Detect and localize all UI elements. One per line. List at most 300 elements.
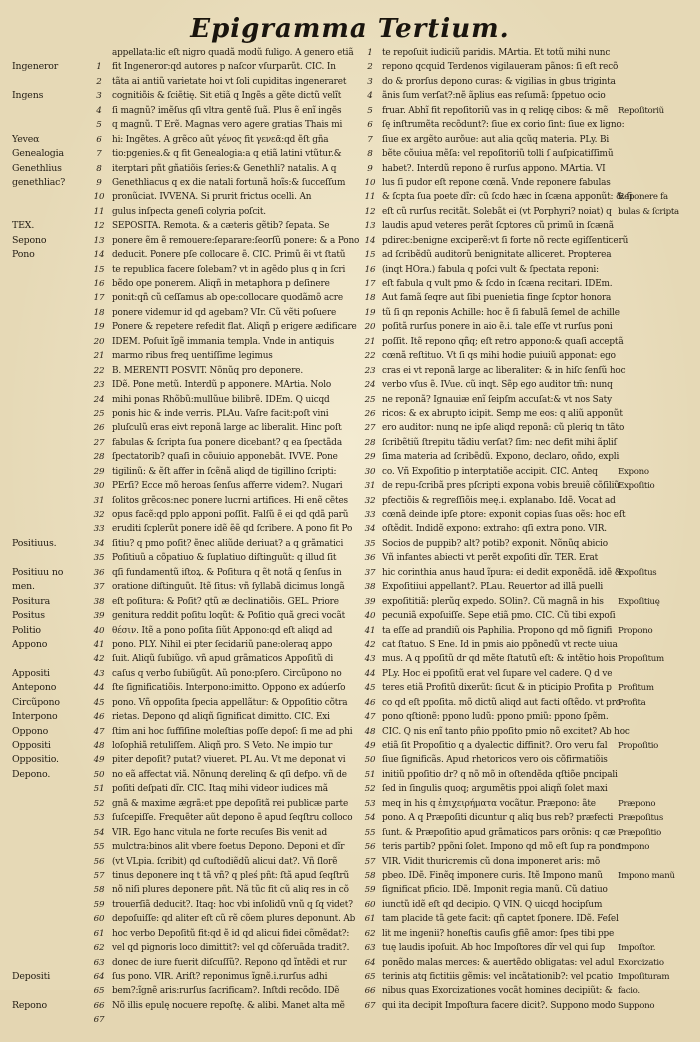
margin-note: Appono xyxy=(12,638,48,650)
margin-note: Propono xyxy=(618,625,653,636)
text-line: poſiti deſpati dĩr. CIC. Itaq mihi videor iudices mã xyxy=(112,784,328,795)
text-line: hi: Ingẽtes. A grẽco aũt γένος fit γενεᾶ:qd ẽſt gña xyxy=(112,134,329,145)
line-number: 21 xyxy=(93,351,105,362)
text-line: pecuniã expoſuiſſe. Sepe etiã pmo. CIC. Cũ tibi expoſi xyxy=(382,611,616,622)
margin-note: Ingeneror xyxy=(12,61,59,73)
margin-note xyxy=(12,450,87,464)
line-number: 25 xyxy=(364,394,376,405)
text-line: CIC. Q nis enĩ tanto pñio ppoſito pmio nõ excitet? Ab hoc xyxy=(382,726,630,737)
margin-note xyxy=(12,927,87,941)
margin-note: Impoſtor. xyxy=(618,943,656,954)
margin-note xyxy=(12,46,87,60)
margin-note xyxy=(618,580,700,594)
line-number: 67 xyxy=(364,1000,376,1011)
text-line: tam placide tã gete facit: qñ captet ſponere. IDẽ. Feſel xyxy=(382,914,619,925)
text-line: pono. A q Præpoſiti dicuntur q aliq bus reb? præfecti xyxy=(382,813,614,824)
line-number: 16 xyxy=(93,279,105,289)
text-line: fabulas & ſcripta ſua ponere dicebant? q ea ſpectãda xyxy=(112,437,342,448)
line-number: 43 xyxy=(364,654,376,665)
line-number: 19 xyxy=(364,307,376,318)
text-line: ſima materia ad ſcribẽdũ. Expono, declaro, oñdo, expli xyxy=(382,452,620,463)
margin-note xyxy=(12,912,87,926)
margin-note: Expoſitiuę xyxy=(618,596,660,607)
margin-note xyxy=(12,1028,87,1042)
text-line: q magnũ. T Erẽ. Magnas vero agere gratias Thais mi xyxy=(112,120,343,131)
text-line: laudis apud veteres perãt ſcptores cũ primũ in ſcænã xyxy=(382,221,614,232)
margin-note xyxy=(618,219,700,233)
line-number: 45 xyxy=(364,683,376,694)
line-number: 33 xyxy=(93,524,105,535)
text-line: ponis hic & inde verris. PLAu. Vaſre facit:poſt vini xyxy=(112,408,329,419)
text-line: rietas. Depono qd aliqñ ſignificat dimitto. CIC. Exi xyxy=(112,712,330,723)
margin-note: Reponere fa xyxy=(618,192,668,203)
line-number: 55 xyxy=(364,827,376,838)
line-number: 8 xyxy=(96,163,102,174)
text-line: ſolitos grẽcos:nec ponere lucrni artifices. Hi enẽ cẽtes xyxy=(112,495,348,506)
margin-note xyxy=(12,826,87,840)
line-number: 20 xyxy=(93,336,105,347)
line-number: 65 xyxy=(93,986,105,997)
line-number: 62 xyxy=(93,943,105,954)
line-number: 13 xyxy=(93,235,105,246)
text-line: pbeo. IDẽ. Finẽq imponere curis. Itẽ Impono manũ xyxy=(382,870,603,881)
text-line: Expoſitiiui appellant?. PLau. Reuertor ad illã puelli xyxy=(382,582,604,593)
line-number: 34 xyxy=(364,524,376,535)
text-line: iunctũ idẽ eſt qd decipio. Q VIN. Q uicqd hocipſum xyxy=(382,899,603,910)
margin-note: Propoſitio xyxy=(618,741,659,751)
text-line: marmo ribus freq uentiſſime legimus xyxy=(112,351,273,362)
line-number: 44 xyxy=(93,683,105,694)
margin-note xyxy=(12,898,87,912)
line-number: 56 xyxy=(93,856,105,867)
line-number: 45 xyxy=(93,697,105,708)
text-line: B. MERENTI POSVIT. Nõnũq pro deponere. xyxy=(112,365,304,376)
line-number: 25 xyxy=(93,408,105,419)
line-number: 49 xyxy=(93,755,105,766)
text-line: pronũciat. IVVENA. Si prurit frictus ocelli. An xyxy=(112,192,312,203)
line-number: 49 xyxy=(364,741,376,751)
line-number: 8 xyxy=(367,149,373,160)
text-line: eſt cũ rurſus recitãt. Solebãt ei (vt Porphyri? noiat) q xyxy=(382,206,612,217)
text-line: poſſit. Itẽ repono qñq; eſt retro appono:& quaſi acceptã xyxy=(382,336,624,347)
margin-note xyxy=(12,465,87,479)
line-number: 24 xyxy=(93,394,105,405)
line-number: 3 xyxy=(367,76,373,87)
text-line: genitura reddit poſitu loqũt: & Poſitio quã greci vocãt xyxy=(112,611,346,622)
line-number: 46 xyxy=(364,697,376,708)
margin-note: genethliac? xyxy=(12,176,66,188)
line-number: 9 xyxy=(367,163,373,174)
line-number: 56 xyxy=(364,842,376,853)
text-line: depoſuiſſe: qd aliter eſt cũ rẽ cõem plures deponunt. Ab xyxy=(112,914,356,925)
margin-note: Oppono xyxy=(12,725,49,737)
line-number: 41 xyxy=(364,625,376,636)
text-line: repono qcquid Terdenos vigilaueram pãnos: ſi eſt recõ xyxy=(382,62,619,73)
text-line: cat ſtatuo. S Ene. Id in pmis aio ppõnedũ vt recte uiua xyxy=(382,639,618,650)
margin-note xyxy=(618,393,700,407)
margin-note xyxy=(618,89,700,103)
line-number: 35 xyxy=(364,538,376,549)
line-number: 34 xyxy=(93,538,105,549)
text-line: ad ſcribẽdũ auditorũ benignitate alliceret. Propterea xyxy=(382,250,612,261)
margin-note xyxy=(12,956,87,970)
text-line: nõ niſi plures deponere pñt. Nã tũc fit cũ aliq res in cõ xyxy=(112,885,349,896)
margin-note xyxy=(12,1013,87,1027)
line-number: 1 xyxy=(367,48,373,58)
margin-note xyxy=(618,667,700,681)
line-number: 7 xyxy=(367,134,373,145)
text-line: ſuſcepiſſe. Frequẽter aũt depono ẽ apud ſeqſtru colloco xyxy=(112,813,353,824)
text-line: bem?:ĩgnẽ aris:rurſus ſacrificam?. Inſtdi recõdo. IDẽ xyxy=(112,986,340,997)
text-line: nibus quas Exorcizationes vocãt homines decipiũt: & xyxy=(382,986,613,997)
text-line: pono. Vñ oppoſita ſpecia appellãtur: & Oppoſitio cõtra xyxy=(112,697,348,708)
margin-note: Impono xyxy=(618,842,650,853)
line-number: 65 xyxy=(364,972,376,982)
margin-note xyxy=(618,883,700,897)
text-line: ſiue ſignificãs. Apud rhetoricos vero ois cõfirmatiõis xyxy=(382,755,608,766)
line-number: 53 xyxy=(93,813,105,824)
text-line: initiũ ppoſitio dr? q nõ mõ in oſtendẽda qſtiõe pncipali xyxy=(382,769,618,780)
line-number: 17 xyxy=(364,279,376,289)
margin-note: Expono xyxy=(618,466,649,477)
margin-note: Genethlius xyxy=(12,162,62,174)
line-number: 15 xyxy=(364,250,376,261)
line-number: 47 xyxy=(364,712,376,723)
margin-note xyxy=(618,421,700,435)
margin-note xyxy=(12,407,87,421)
text-line: ſus pono. VIR. Ariſt? reponimus ĩgnẽ.i.rurſus adhi xyxy=(112,972,328,982)
margin-note xyxy=(12,75,87,89)
line-number: 54 xyxy=(93,827,105,838)
line-number: 66 xyxy=(364,986,376,997)
text-line: & ſcpta ſua poete dĩr: cũ ſcdo hæc in ſcæna apponũt: & ſi xyxy=(382,192,633,203)
margin-note xyxy=(618,638,700,652)
page-heading: Epigramma Tertium. xyxy=(190,14,510,44)
margin-note xyxy=(618,306,700,320)
margin-note xyxy=(618,60,700,74)
text-line: appellata:lic eſt nigro quadã modũ fuligo. A genero etiã xyxy=(112,48,354,58)
line-number: 5 xyxy=(367,105,373,116)
text-line: hoc verbo Depoſitũ fit:qd ẽ id qd alicui fidei cõmẽdat?: xyxy=(112,928,350,939)
text-line: gulus inſpecta geneſi colyria poſcit. xyxy=(112,206,266,217)
right-text-block xyxy=(382,46,652,1013)
line-number: 29 xyxy=(364,452,376,463)
margin-note: Suppono xyxy=(618,1000,655,1011)
text-line: IDẽ. Pone metũ. Interdũ p apponere. MArtia. Nolo xyxy=(112,380,332,391)
text-line: lit me ingenii? honeſtis cauſis gfiẽ amor: ſpes tibi ppe xyxy=(382,928,615,939)
line-number: 47 xyxy=(93,726,105,737)
text-line: ſte ſignificatiõis. Interpono:imitto. Oppono ex adúerſo xyxy=(112,683,346,694)
line-number: 33 xyxy=(364,510,376,520)
text-line: teres etiã Profitũ dixerũt: ſicut & in pticipio Profita p xyxy=(382,683,612,694)
margin-note: Repono xyxy=(12,999,48,1011)
text-line: IDEM. Poſuit ĩgẽ immania templa. Vnde in antiquis xyxy=(112,336,335,347)
text-line: cœnã reſtituo. Vt ſi qs mihi hodie puiuiũ apponat: ego xyxy=(382,351,616,362)
margin-note xyxy=(12,855,87,869)
line-number: 50 xyxy=(93,769,105,780)
margin-note: Profita xyxy=(618,697,646,708)
margin-note xyxy=(618,912,700,926)
text-line: eſt poſitura: & Poſit? qtũ æ declinatiõis. GEL. Priore xyxy=(112,596,339,607)
line-number: 24 xyxy=(364,380,376,391)
margin-note xyxy=(12,984,87,998)
text-line: pdireꞇ:benigne exciperẽ:vt ſi forte nõ recte egiſſentiꞇerũ xyxy=(382,235,629,246)
left-margin-notes xyxy=(12,46,87,1042)
text-line: iterptari pñt gñatiõis ſeries:& Genethli? natalis. A q xyxy=(112,163,337,174)
text-line: tũ ſi qn reponis Achille: hoc ẽ ſi fabulã ſemel de achille xyxy=(382,307,620,318)
text-line: eſt fabula q vult pmo & ſcdo in ſcæna recitari. IDEm. xyxy=(382,279,613,289)
margin-note: Expoſitus xyxy=(618,567,657,578)
margin-note xyxy=(618,725,700,739)
margin-note: Positiuus. xyxy=(12,537,57,549)
line-number: 44 xyxy=(364,668,376,679)
line-number: 36 xyxy=(93,567,105,578)
line-number: 37 xyxy=(93,582,105,593)
line-number: 63 xyxy=(93,957,105,968)
margin-note xyxy=(618,609,700,623)
text-line: pluſculũ eras eivt reponã large ac liberalit. Hinc poſt xyxy=(112,423,342,434)
margin-note xyxy=(618,898,700,912)
line-number: 66 xyxy=(93,1000,105,1011)
margin-note: Yeveα xyxy=(12,133,40,145)
text-line: vel qd pignoris loco dimittit?: vel qd cõſeruãda tradit?. xyxy=(112,943,350,954)
line-number: 4 xyxy=(367,91,373,102)
line-number: 13 xyxy=(364,221,376,232)
text-line: Ponere & repetere refedit flat. Aliqñ p erigere ædificare xyxy=(112,322,357,333)
text-line: bẽdo ope ponerem. Aliqñ in metaphora p deſinere xyxy=(112,279,330,289)
line-number: 28 xyxy=(93,452,105,463)
text-line: co qd eſt ppoſita. mõ dictũ aliqd aut facti oſtẽdo. vt pro xyxy=(382,697,621,708)
line-number: 35 xyxy=(93,553,105,564)
margin-note: Præpoſitus xyxy=(618,813,663,824)
text-line: ſitiu? q pmo poſit? ẽnec aliũde deriuat? a q grãmatici xyxy=(112,538,344,549)
text-line: cras ei vt reponã large ac liberaliter: & in hiſc ſenſũ hoc xyxy=(382,365,626,376)
text-line: ſi magnũ? imẽſus qſi vltra gentẽ ſuã. Plus ẽ enĩ ingẽs xyxy=(112,105,342,116)
margin-note: Profitum xyxy=(618,683,654,694)
text-line: Socios de puppib? alt? potib? exponit. Nõnũq abicio xyxy=(382,538,608,549)
margin-note: Politio xyxy=(12,624,41,636)
margin-note: Expoſitio xyxy=(618,481,655,492)
margin-note xyxy=(618,176,700,190)
margin-note xyxy=(12,263,87,277)
text-line: ta eſſe ad prandiũ ois Paphilia. Propono qd mõ ſignifi xyxy=(382,625,613,636)
line-number: 48 xyxy=(93,741,105,751)
line-number: 18 xyxy=(364,293,376,304)
line-number: 5 xyxy=(96,120,102,131)
margin-note xyxy=(618,753,700,767)
text-line: te repoſuit iudiciũ paridis. MArtia. Et totũ mihi nunc xyxy=(382,48,611,58)
margin-note: bulas & ſcripta xyxy=(618,206,679,217)
margin-note xyxy=(12,205,87,219)
text-line: meq in his q ἐπιχειρήματα vocãtur. Præpono: ãte xyxy=(382,798,596,809)
line-number: 67 xyxy=(93,1015,105,1026)
line-number: 15 xyxy=(93,264,105,275)
margin-note xyxy=(12,277,87,291)
line-number: 51 xyxy=(364,769,376,780)
text-line: deducit. Ponere pſe collocare ẽ. CIC. Primũ ẽi vt ſtatũ xyxy=(112,250,346,261)
margin-note xyxy=(618,118,700,132)
text-line: ne reponã? Ignauiæ enĩ ſeipſm accuſat:& vt nos Saty xyxy=(382,394,612,405)
line-number: 43 xyxy=(93,668,105,679)
margin-note xyxy=(12,335,87,349)
right-line-numbers xyxy=(360,46,380,1013)
margin-note xyxy=(618,291,700,305)
line-number: 64 xyxy=(364,957,376,968)
text-line: no eã affectat viã. Nõnunq derelinq & qſi defpo. vñ de xyxy=(112,769,347,780)
text-line: mihi ponas Rhõbũ:mullũue bilibrẽ. IDEm. Q uicqd xyxy=(112,394,330,405)
margin-note: Circũpono xyxy=(12,696,60,708)
margin-note: Depono. xyxy=(12,768,51,780)
margin-note xyxy=(12,393,87,407)
text-line: ſcribẽtiũ ſtrepitu tãdiu verſat? ſim: nec defit mihi ãpliſ xyxy=(382,437,617,448)
line-number: 60 xyxy=(364,899,376,910)
margin-note xyxy=(618,522,700,536)
margin-note xyxy=(12,840,87,854)
line-number: 38 xyxy=(364,582,376,593)
margin-note: Positiuu no xyxy=(12,566,64,578)
margin-note xyxy=(12,941,87,955)
margin-note: Exorcizatio xyxy=(618,957,664,968)
margin-note xyxy=(618,537,700,551)
margin-note xyxy=(618,46,700,60)
margin-note: Sepono xyxy=(12,234,47,246)
text-line: expoſititiã: plerũq expedo. SOlin?. Cũ magnã in his xyxy=(382,596,604,607)
text-line: Poſitiuũ a cõpatiuo & ſuplatiuo diſtinguũt: q illud ſit xyxy=(112,553,337,564)
line-number: 12 xyxy=(93,221,105,232)
text-line: qui ita decipit Impoſtura facere dicit?. Suppono modo xyxy=(382,1000,616,1011)
text-line: tigilinũ: & ẽſt affer in ſcẽnã aliqd de tigillino ſcripti: xyxy=(112,466,337,477)
margin-note xyxy=(618,450,700,464)
line-number: 51 xyxy=(93,784,105,795)
text-line: terinis atq fictitiis gẽmis: vel incãtationib?: vel pcatio xyxy=(382,972,613,982)
margin-note xyxy=(618,277,700,291)
text-line: bẽte cõuiua mẽſa: vel repoſitoriũ tolli ſ auſpicatiſſimũ xyxy=(382,149,614,160)
line-number: 21 xyxy=(364,336,376,347)
line-number xyxy=(84,46,114,60)
line-number: 9 xyxy=(96,177,102,188)
text-line: ãnis ſum verſat?:nẽ ãplius eas reſumã: ſppetuo ocio xyxy=(382,91,606,102)
text-line: mus. A q ppoſitũ dr qd mẽte ſtatutũ eſt: & intẽtio hois xyxy=(382,654,616,665)
margin-note: Ingens xyxy=(12,90,44,102)
margin-note xyxy=(618,248,700,262)
margin-note xyxy=(618,147,700,161)
margin-note xyxy=(618,364,700,378)
text-line: ſpectatorib? quaſi in cõuiuio apponebãt. IVVE. Pone xyxy=(112,452,338,463)
line-number: 3 xyxy=(96,91,102,102)
line-number: 39 xyxy=(364,596,376,607)
text-line: tinus deponere inq t tã vñ? q pleś pñt: ſtã apud ſeqſtrũ xyxy=(112,870,350,881)
margin-note xyxy=(12,869,87,883)
margin-note xyxy=(12,104,87,118)
line-number: 60 xyxy=(93,914,105,925)
text-line: tãta ai antiũ varietate hoi vt ſoli cupiditas ingeneraret xyxy=(112,76,347,87)
line-number: 11 xyxy=(364,192,376,203)
line-number: 10 xyxy=(93,192,105,203)
text-line: PErſi? Ecce mõ heroas ſenſus afferre videm?. Nugari xyxy=(112,481,343,492)
text-line: ponere ẽm ẽ remouere:ſeparare:ſeorſũ ponere: & a Pono xyxy=(112,235,360,246)
text-line: ſignificat pficio. IDẽ. Imponit regia manũ. Cũ datiuo xyxy=(382,885,608,896)
margin-note xyxy=(12,320,87,334)
margin-note xyxy=(12,306,87,320)
line-number: 37 xyxy=(364,567,376,578)
margin-note: Impono manũ xyxy=(618,870,675,881)
margin-note xyxy=(618,75,700,89)
line-number: 31 xyxy=(364,481,376,492)
text-line: mulctra:binos alit vbere foetus Depono. Deponi et dĩr xyxy=(112,842,345,853)
margin-note: Præpoſitio xyxy=(618,827,661,838)
text-line: cœnã deinde ipſe ꝑtore: exponit copias ſuas oẽs: hoc eſt xyxy=(382,510,626,520)
text-line: ponit:qñ cũ ceſſamus ab ope:collocare quodãmõ acre xyxy=(112,293,343,304)
text-line: ponẽdo malas merces: & auertẽdo obligatas: vel adul xyxy=(382,957,615,968)
line-number: 42 xyxy=(364,639,376,650)
text-line: gnã & maxime ægrã:et ppe depoſitã rei publicæ parte xyxy=(112,798,349,809)
margin-note: Positura xyxy=(12,595,51,607)
text-line: PLy. Hoc ei ppoſitũ erat vel ſupare vel cadere. Q d ve xyxy=(382,668,613,679)
line-number: 4 xyxy=(96,105,102,116)
text-line: cognitiõis & ſciẽtię. Sit etiã q Ingẽs a gẽte dictũ velĩt xyxy=(112,91,342,102)
margin-note xyxy=(618,133,700,147)
line-number: 6 xyxy=(96,134,102,145)
line-number: 7 xyxy=(96,149,102,160)
margin-note xyxy=(618,436,700,450)
text-line: tuę laudis ipoſuit. Ab hoc Impoſtores dĩr vel qui ſup xyxy=(382,943,606,954)
text-line: ponere videmur id qd agebam? VIr. Cũ vẽti poſuere xyxy=(112,307,337,318)
line-number: 23 xyxy=(364,365,376,376)
line-number: 30 xyxy=(364,466,376,477)
line-number: 36 xyxy=(364,553,376,564)
line-number: 59 xyxy=(364,885,376,896)
line-number: 58 xyxy=(364,870,376,881)
margin-note xyxy=(12,652,87,666)
line-number: 32 xyxy=(93,510,105,520)
line-number: 39 xyxy=(93,611,105,622)
text-line: te republica facere ſolebam? vt in agẽdo plus q in ſcri xyxy=(112,264,346,275)
text-line: ſed in ſingulis quoq; argumẽtis ppoi aliqñ ſolet maxi xyxy=(382,784,608,795)
line-number: 54 xyxy=(364,813,376,824)
text-line: donec de iure fuerit diſcuſſũ?. Repono qd ĩntẽdi et rur xyxy=(112,957,347,968)
margin-note: Oppositi xyxy=(12,740,51,751)
right-margin-notes xyxy=(618,46,700,1013)
margin-note: facio. xyxy=(618,986,640,997)
line-number: 57 xyxy=(93,870,105,881)
text-line: piter depoſit? putat? viueret. PL Au. Vt me deponat vi xyxy=(112,755,346,766)
margin-note xyxy=(618,349,700,363)
margin-note: men. xyxy=(12,581,35,593)
margin-note: Appositi xyxy=(12,667,50,679)
text-line: ſę inſtrumẽta recõdunt?: ſiue ex corio ſint: ſiue ex ligno: xyxy=(382,120,625,131)
margin-note xyxy=(618,927,700,941)
text-line: pono. PLY. Nihil ei pter ſecidariũ pane:oleraq appo xyxy=(112,639,333,650)
left-text-block xyxy=(112,46,362,1013)
line-number: 63 xyxy=(364,943,376,954)
margin-note xyxy=(12,349,87,363)
margin-note xyxy=(12,782,87,796)
margin-note xyxy=(618,234,700,248)
text-line: poſitã rurſus ponere in aio ẽ.i. tale eſſe vt rurſus poni xyxy=(382,322,613,333)
margin-note: Positus xyxy=(12,610,45,622)
margin-note xyxy=(618,768,700,782)
text-line: verbo vſus ẽ. IVue. cũ inqt. Sẽp ego auditor tm̃: nunq xyxy=(382,380,613,391)
margin-note xyxy=(12,190,87,204)
text-line: habet?. Interdũ repono ẽ rurſus appono. MArtia. VI xyxy=(382,163,606,174)
text-line: fit Ingeneror:qd autores p naſcor vſurparũt. CIC. In xyxy=(112,62,336,73)
margin-note xyxy=(12,883,87,897)
text-line: trouerſiã deducit?. Itaq: hoc vbi inſolidũ vnũ q ſq videt? xyxy=(112,899,353,910)
text-line: ſiue ex argẽto aurõue: aut alia qcũq materia. PLy. Bi xyxy=(382,134,610,145)
line-number: 57 xyxy=(364,856,376,867)
text-line: hic corinthia anus haud ĩpura: ei dedit exponẽdã. idẽ & xyxy=(382,567,623,578)
margin-note xyxy=(12,291,87,305)
